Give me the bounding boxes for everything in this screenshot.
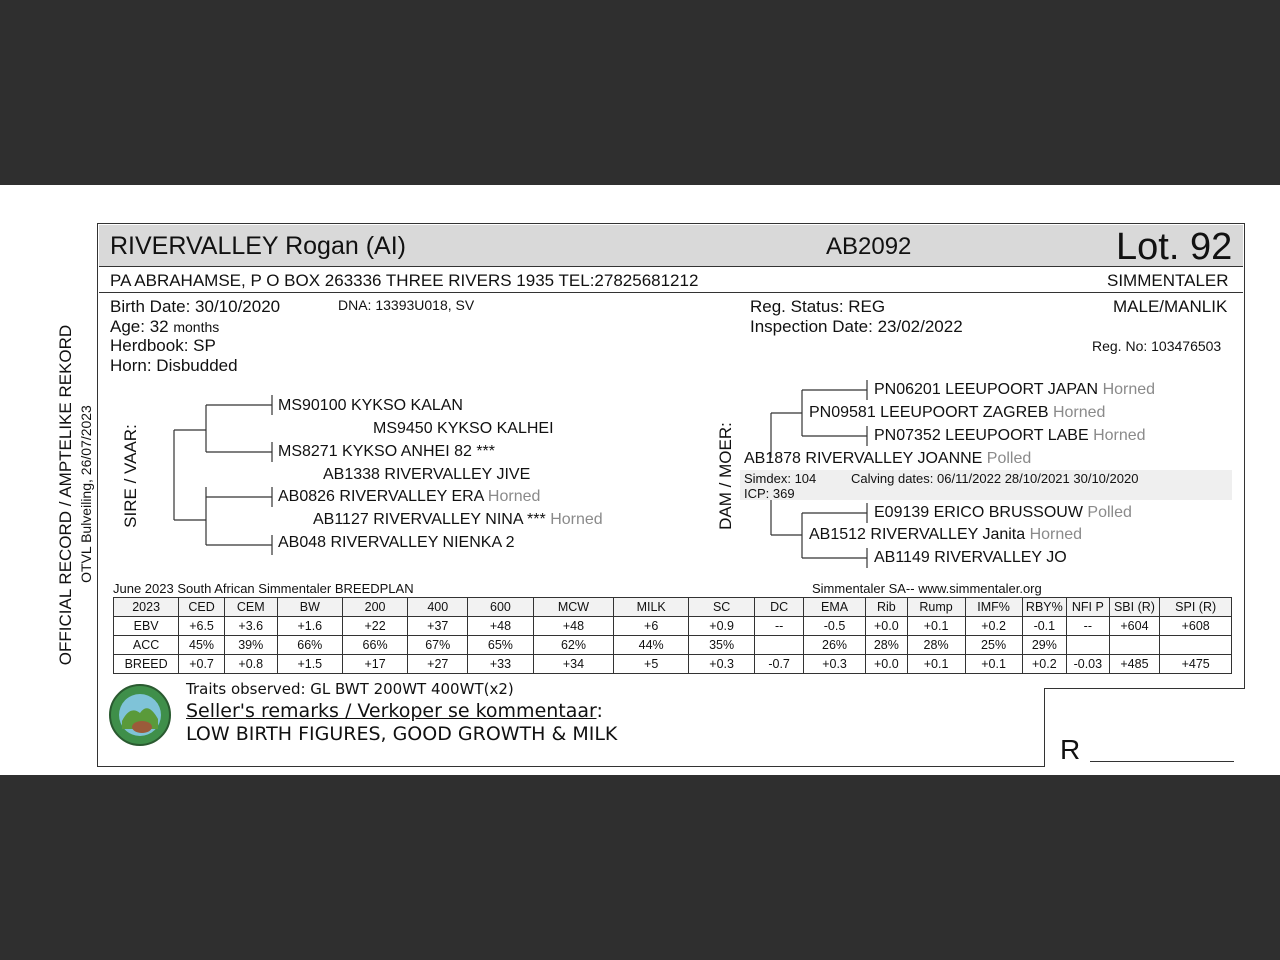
- breedplan-cell: +0.8: [224, 655, 277, 674]
- sex-label: MALE/MANLIK: [1113, 297, 1228, 316]
- breedplan-cell: +0.0: [866, 655, 907, 674]
- self-sire-name: AB1338 RIVERVALLEY JIVE: [323, 466, 531, 483]
- breedplan-cell: +475: [1160, 655, 1232, 674]
- lot-number: Lot. 92: [1116, 226, 1233, 268]
- breedplan-header-row: [114, 598, 1232, 617]
- breedplan-cell: +33: [468, 655, 533, 674]
- breedplan-header-cell: SC: [688, 598, 754, 617]
- dam-side-label: DAM / MOER:: [716, 422, 735, 530]
- breedplan-cell: 66%: [342, 636, 407, 655]
- breedplan-cell: +0.3: [688, 655, 754, 674]
- dam-g1-code: PN09581 LEEUPOORT ZAGREB: [809, 404, 1049, 421]
- breedplan-cell: +0.1: [965, 655, 1022, 674]
- breedplan-cell: ACC: [114, 636, 179, 655]
- breedplan-header-cell: 2023: [114, 598, 179, 617]
- dam-g2-code: AB1512 RIVERVALLEY Janita: [809, 526, 1026, 543]
- breedplan-cell: +608: [1160, 617, 1232, 636]
- sire-tree-dam-name: [313, 511, 603, 529]
- breedplan-header-cell: CED: [179, 598, 225, 617]
- dam-gg1-horn: Horned: [1102, 381, 1156, 398]
- reg-number: Reg. No: 103476503: [1092, 338, 1222, 354]
- breedplan-cell: 45%: [179, 636, 225, 655]
- breedplan-caption: June 2023 South African Simmentaler BREEDPLAN: [113, 581, 414, 596]
- dam-sire-name: [278, 488, 540, 506]
- remarks-title: Seller's remarks / Verkoper se kommentaar: [186, 700, 597, 722]
- official-record-label: OFFICIAL RECORD / AMPTELIKE REKORD: [56, 324, 75, 666]
- breedplan-table: [113, 597, 1232, 674]
- breedplan-row: [114, 617, 1232, 636]
- dam-gg3-code: E09139 ERICO BRUSSOUW: [874, 504, 1083, 521]
- sire-dam-name: MS8271 KYKSO ANHEI 82 ***: [278, 443, 495, 460]
- breedplan-cell: +17: [342, 655, 407, 674]
- breedplan-cell: +27: [408, 655, 468, 674]
- breedplan-cell: +1.6: [277, 617, 342, 636]
- breedplan-cell: EBV: [114, 617, 179, 636]
- breedplan-cell: +0.2: [1022, 655, 1067, 674]
- breedplan-website: Simmentaler SA-- www.simmentaler.org: [812, 581, 1042, 596]
- age-unit: months: [173, 319, 220, 335]
- breedplan-cell: +6.5: [179, 617, 225, 636]
- animal-code: AB2092: [826, 233, 912, 260]
- breedplan-cell: +34: [533, 655, 614, 674]
- remarks-colon: :: [596, 700, 603, 722]
- breedplan-header-cell: IMF%: [965, 598, 1022, 617]
- breed-label: SIMMENTALER: [1107, 271, 1229, 290]
- breedplan-cell: 67%: [408, 636, 468, 655]
- dam-g1: [809, 404, 1105, 422]
- dam-gg3: [874, 504, 1132, 522]
- breedplan-cell: -0.1: [1022, 617, 1067, 636]
- reg-status: Reg. Status: REG: [750, 297, 886, 316]
- breedplan-cell: --: [1067, 617, 1109, 636]
- breedplan-header-cell: SBI (R): [1109, 598, 1160, 617]
- calving-dates: Calving dates: 06/11/2022 28/10/2021 30/10/2020: [851, 471, 1139, 486]
- breedplan-cell: +0.7: [179, 655, 225, 674]
- dam-gg3-horn: Polled: [1087, 504, 1132, 521]
- breedplan-header-cell: CEM: [224, 598, 277, 617]
- signature-prefix: R: [1060, 734, 1081, 765]
- sire-tree-dam-code: AB1127 RIVERVALLEY NINA ***: [313, 511, 546, 528]
- breedplan-header-cell: 200: [342, 598, 407, 617]
- dam-code: AB1878 RIVERVALLEY JOANNE: [744, 450, 983, 467]
- dam-gg2-horn: Horned: [1093, 427, 1146, 444]
- breedplan-cell: +604: [1109, 617, 1160, 636]
- breedplan-cell: [1160, 636, 1232, 655]
- breedplan-row: [114, 636, 1232, 655]
- breedplan-cell: --: [755, 617, 804, 636]
- breedplan-cell: 25%: [965, 636, 1022, 655]
- breedplan-cell: +0.2: [965, 617, 1022, 636]
- breedplan-cell: +3.6: [224, 617, 277, 636]
- society-logo-icon: [108, 683, 172, 747]
- horn-status: Horn: Disbudded: [110, 356, 238, 375]
- traits-observed: Traits observed: GL BWT 200WT 400WT(x2): [186, 680, 514, 698]
- dam-sire-code: AB0826 RIVERVALLEY ERA: [278, 488, 484, 505]
- breedplan-header-cell: NFI P: [1067, 598, 1109, 617]
- otvl-label: OTVL Bulveiling, 26/07/2023: [78, 405, 94, 583]
- breedplan-header-cell: SPI (R): [1160, 598, 1232, 617]
- dam-dam-name: AB048 RIVERVALLEY NIENKA 2: [278, 534, 515, 551]
- breedplan-header-cell: Rump: [907, 598, 965, 617]
- seller-remarks: LOW BIRTH FIGURES, GOOD GROWTH & MILK: [186, 723, 618, 745]
- breedplan-cell: +0.1: [907, 617, 965, 636]
- breedplan-cell: +22: [342, 617, 407, 636]
- breedplan-cell: 62%: [533, 636, 614, 655]
- breedplan-cell: +48: [533, 617, 614, 636]
- breedplan-cell: [755, 636, 804, 655]
- breedplan-cell: +0.0: [866, 617, 907, 636]
- age-value: Age: 32: [110, 317, 169, 336]
- breedplan-header-cell: 600: [468, 598, 533, 617]
- breedplan-header-cell: BW: [277, 598, 342, 617]
- breedplan-header-cell: EMA: [803, 598, 865, 617]
- sire-name: MS9450 KYKSO KALHEI: [373, 420, 554, 437]
- breedplan-cell: +0.1: [907, 655, 965, 674]
- breedplan-header-cell: 400: [408, 598, 468, 617]
- breedplan-cell: +1.5: [277, 655, 342, 674]
- sire-side-label: SIRE / VAAR:: [121, 424, 140, 528]
- herdbook: Herdbook: SP: [110, 336, 216, 355]
- owner-line: PA ABRAHAMSE, P O BOX 263336 THREE RIVERS 1935 TEL:27825681212: [110, 271, 699, 290]
- breedplan-header-cell: MCW: [533, 598, 614, 617]
- breedplan-cell: +485: [1109, 655, 1160, 674]
- sire-tree-dam-horn: Horned: [550, 511, 603, 528]
- dam-name: [744, 450, 1031, 468]
- dam-gg2: [874, 427, 1146, 445]
- dam-g1-horn: Horned: [1052, 404, 1106, 421]
- icp: ICP: 369: [744, 486, 795, 501]
- breedplan-cell: -0.5: [803, 617, 865, 636]
- inspection-date: Inspection Date: 23/02/2022: [750, 317, 963, 336]
- breedplan-header-cell: DC: [755, 598, 804, 617]
- breedplan-row: [114, 655, 1232, 674]
- breedplan-cell: -0.03: [1067, 655, 1109, 674]
- dam-gg2-code: PN07352 LEEUPOORT LABE: [874, 427, 1089, 444]
- breedplan-cell: 28%: [866, 636, 907, 655]
- breedplan-cell: +0.9: [688, 617, 754, 636]
- breedplan-cell: +0.3: [803, 655, 865, 674]
- dam-sire-horn: Horned: [487, 488, 541, 505]
- breedplan-cell: -0.7: [755, 655, 804, 674]
- breedplan-cell: 66%: [277, 636, 342, 655]
- breedplan-cell: 26%: [803, 636, 865, 655]
- breedplan-cell: 39%: [224, 636, 277, 655]
- dna-info: DNA: 13393U018, SV: [338, 297, 475, 313]
- breedplan-cell: 28%: [907, 636, 965, 655]
- breedplan-header-cell: RBY%: [1022, 598, 1067, 617]
- breedplan-cell: 29%: [1022, 636, 1067, 655]
- breedplan-cell: 35%: [688, 636, 754, 655]
- breedplan-cell: 44%: [614, 636, 689, 655]
- sire-sire-name: MS90100 KYKSO KALAN: [278, 397, 463, 414]
- breedplan-cell: [1067, 636, 1109, 655]
- dam-gg4: AB1149 RIVERVALLEY JO: [874, 549, 1067, 566]
- dam-gg1-code: PN06201 LEEUPOORT JAPAN: [874, 381, 1099, 398]
- breedplan-cell: +5: [614, 655, 689, 674]
- breedplan-cell: 65%: [468, 636, 533, 655]
- remarks-heading: [186, 700, 603, 722]
- breedplan-cell: BREED: [114, 655, 179, 674]
- animal-name: RIVERVALLEY Rogan (AI): [110, 232, 406, 260]
- simdex: Simdex: 104: [744, 471, 817, 486]
- dam-g2-horn: Horned: [1029, 526, 1083, 543]
- dam-gg1: [874, 381, 1155, 399]
- breedplan-header-cell: MILK: [614, 598, 689, 617]
- signature-line[interactable]: [1090, 761, 1234, 762]
- breedplan-cell: +37: [408, 617, 468, 636]
- breedplan-cell: [1109, 636, 1160, 655]
- breedplan-cell: +48: [468, 617, 533, 636]
- breedplan-header-cell: Rib: [866, 598, 907, 617]
- breedplan-cell: +6: [614, 617, 689, 636]
- birth-date: Birth Date: 30/10/2020: [110, 297, 281, 316]
- dam-horn: Polled: [986, 450, 1032, 467]
- dam-g2: [809, 526, 1082, 544]
